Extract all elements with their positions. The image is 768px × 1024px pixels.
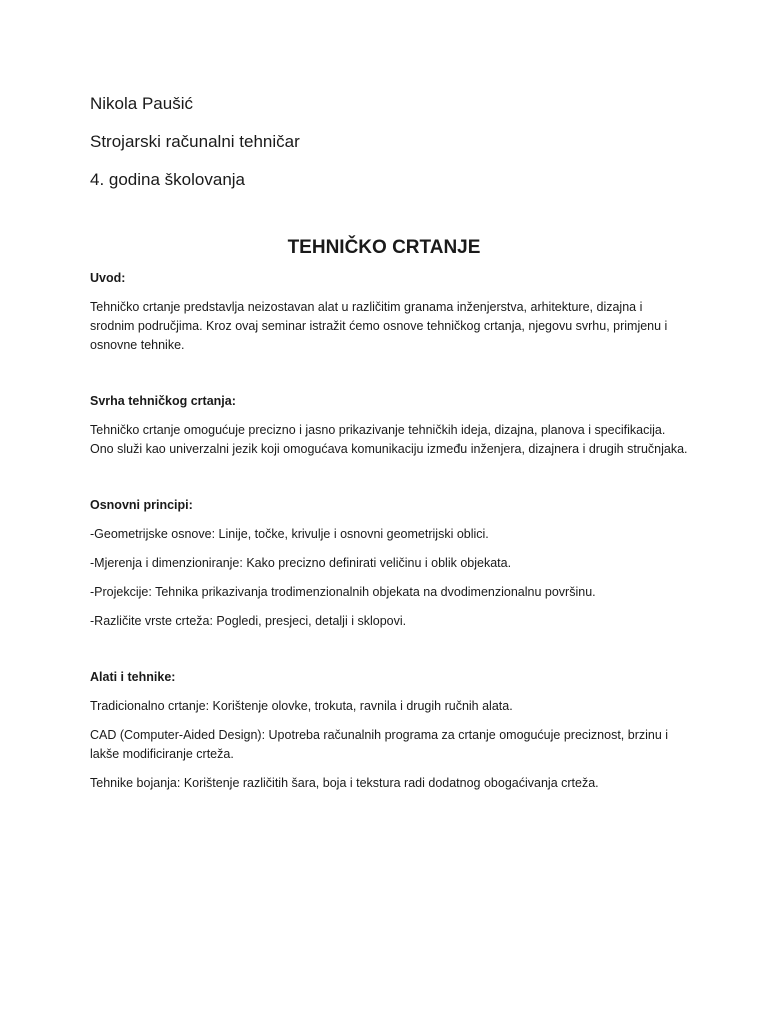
list-item: -Geometrijske osnove: Linije, točke, krivulje i osnovni geometrijski oblici. [90, 527, 489, 541]
list-item: -Različite vrste crteža: Pogledi, presjeci, detalji i sklopovi. [90, 614, 407, 628]
author-name: Nikola Paušić [90, 94, 193, 113]
document-body [90, 269, 690, 803]
document-title: TEHNIČKO CRTANJE [287, 237, 481, 258]
paragraph: CAD (Computer-Aided Design): Upotreba računalnih programa za crtanje omogućuje preciznost, brzinu i lakše modificiranje crteža. [90, 728, 669, 761]
paragraph: Tradicionalno crtanje: Korištenje olovke, trokuta, ravnila i drugih ručnih alata. [90, 699, 513, 713]
section-intro [90, 269, 690, 355]
section-spacer [90, 469, 690, 496]
section-heading-intro: Uvod: [90, 271, 126, 285]
list-item: -Projekcije: Tehnika prikazivanja trodimenzionalnih objekata na dvodimenzionalnu površinu. [90, 585, 596, 599]
author-year: 4. godina školovanja [90, 170, 246, 189]
section-spacer [90, 641, 690, 668]
section-purpose [90, 392, 690, 459]
author-block [90, 92, 690, 206]
list-item: -Mjerenja i dimenzioniranje: Kako precizno definirati veličinu i oblik objekata. [90, 556, 512, 570]
section-spacer [90, 365, 690, 392]
section-principles [90, 496, 690, 631]
paragraph: Tehničko crtanje predstavlja neizostavan alat u različitim granama inženjerstva, arhitekture, dizajna i srodnim područjima. Kroz ovaj seminar istražit ćemo osnove tehničkog crtanja, njegovu svrhu, primjenu i osnovne tehnike. [90, 300, 668, 352]
author-program: Strojarski računalni tehničar [90, 132, 300, 151]
section-heading-tools: Alati i tehnike: [90, 670, 176, 684]
section-heading-purpose: Svrha tehničkog crtanja: [90, 394, 236, 408]
section-heading-principles: Osnovni principi: [90, 498, 193, 512]
section-tools [90, 668, 690, 793]
paragraph: Tehničko crtanje omogućuje precizno i jasno prikazivanje tehničkih ideja, dizajna, planova i specifikacija. Ono služi kao univerzalni jezik koji omogućava komunikaciju između inženjera, dizajnera i drugih stručnjaka. [90, 423, 688, 456]
paragraph: Tehnike bojanja: Korištenje različitih šara, boja i tekstura radi dodatnog obogaćivanja crteža. [90, 776, 599, 790]
